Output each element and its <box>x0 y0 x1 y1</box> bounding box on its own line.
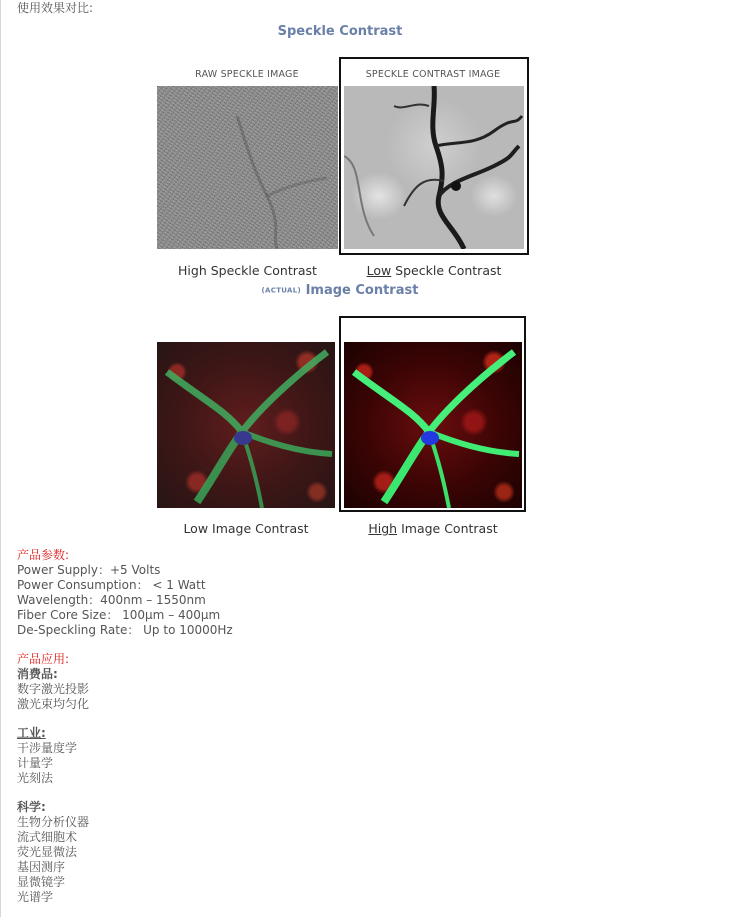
image-contrast-title <box>140 283 540 298</box>
cell-fluorescence-low <box>157 342 335 508</box>
industry-item: 计量学 <box>17 756 54 770</box>
low-speckle-rest: Speckle Contrast <box>391 263 502 278</box>
high-speckle-caption: High Speckle Contrast <box>178 263 317 278</box>
angiogram-vessels <box>344 86 524 249</box>
param-power-consumption: Power Consumption： < 1 Watt <box>17 578 206 592</box>
science-item: 基因测序 <box>17 860 66 874</box>
cell-fluorescence-high <box>344 342 522 508</box>
image-contrast-title-text: Image Contrast <box>305 283 419 298</box>
consumer-item: 激光束均匀化 <box>17 697 90 711</box>
param-wavelength: Wavelength：400nm – 1550nm <box>17 593 206 607</box>
industry-item: 光刻法 <box>17 771 54 785</box>
raw-speckle-vessel-shadow <box>157 86 338 249</box>
applications-heading: 产品应用: <box>17 652 70 666</box>
high-image-contrast-caption <box>340 521 526 536</box>
science-item: 显微镜学 <box>17 875 66 889</box>
speckle-contrast-image <box>344 86 524 249</box>
industry-item: 干涉量度学 <box>17 741 78 755</box>
high-contrast-cell-image <box>344 342 522 508</box>
left-border <box>0 0 1 917</box>
science-item: 生物分析仪器 <box>17 815 90 829</box>
speckle-figure-title: Speckle Contrast <box>277 24 403 39</box>
param-power-supply: Power Supply：+5 Volts <box>17 563 161 577</box>
consumer-title: 消费品: <box>17 667 58 681</box>
low-word: Low <box>366 263 392 278</box>
param-fiber-core: Fiber Core Size： 100μm – 400μm <box>17 608 221 622</box>
low-contrast-cell-image <box>157 342 335 508</box>
consumer-item: 数字激光投影 <box>17 682 90 696</box>
raw-speckle-label: RAW SPECKLE IMAGE <box>195 69 299 80</box>
science-item: 荧光显微法 <box>17 845 78 859</box>
param-despeckling-rate: De-Speckling Rate： Up to 10000Hz <box>17 623 233 637</box>
intro-text: 使用效果对比: <box>17 1 94 15</box>
speckle-contrast-label: SPECKLE CONTRAST IMAGE <box>365 69 501 80</box>
low-speckle-caption <box>342 263 526 278</box>
high-image-rest: Image Contrast <box>397 521 498 536</box>
product-details <box>17 548 233 905</box>
science-item: 流式细胞术 <box>17 830 78 844</box>
industry-title: 工业: <box>17 726 46 740</box>
high-word: High <box>368 521 398 536</box>
params-heading: 产品参数: <box>17 548 70 562</box>
science-item: 光谱学 <box>17 890 54 904</box>
low-image-contrast-caption: Low Image Contrast <box>183 521 309 536</box>
science-title: 科学: <box>17 800 46 814</box>
actual-tag: (ACTUAL) <box>261 286 302 295</box>
raw-speckle-image <box>157 86 338 249</box>
